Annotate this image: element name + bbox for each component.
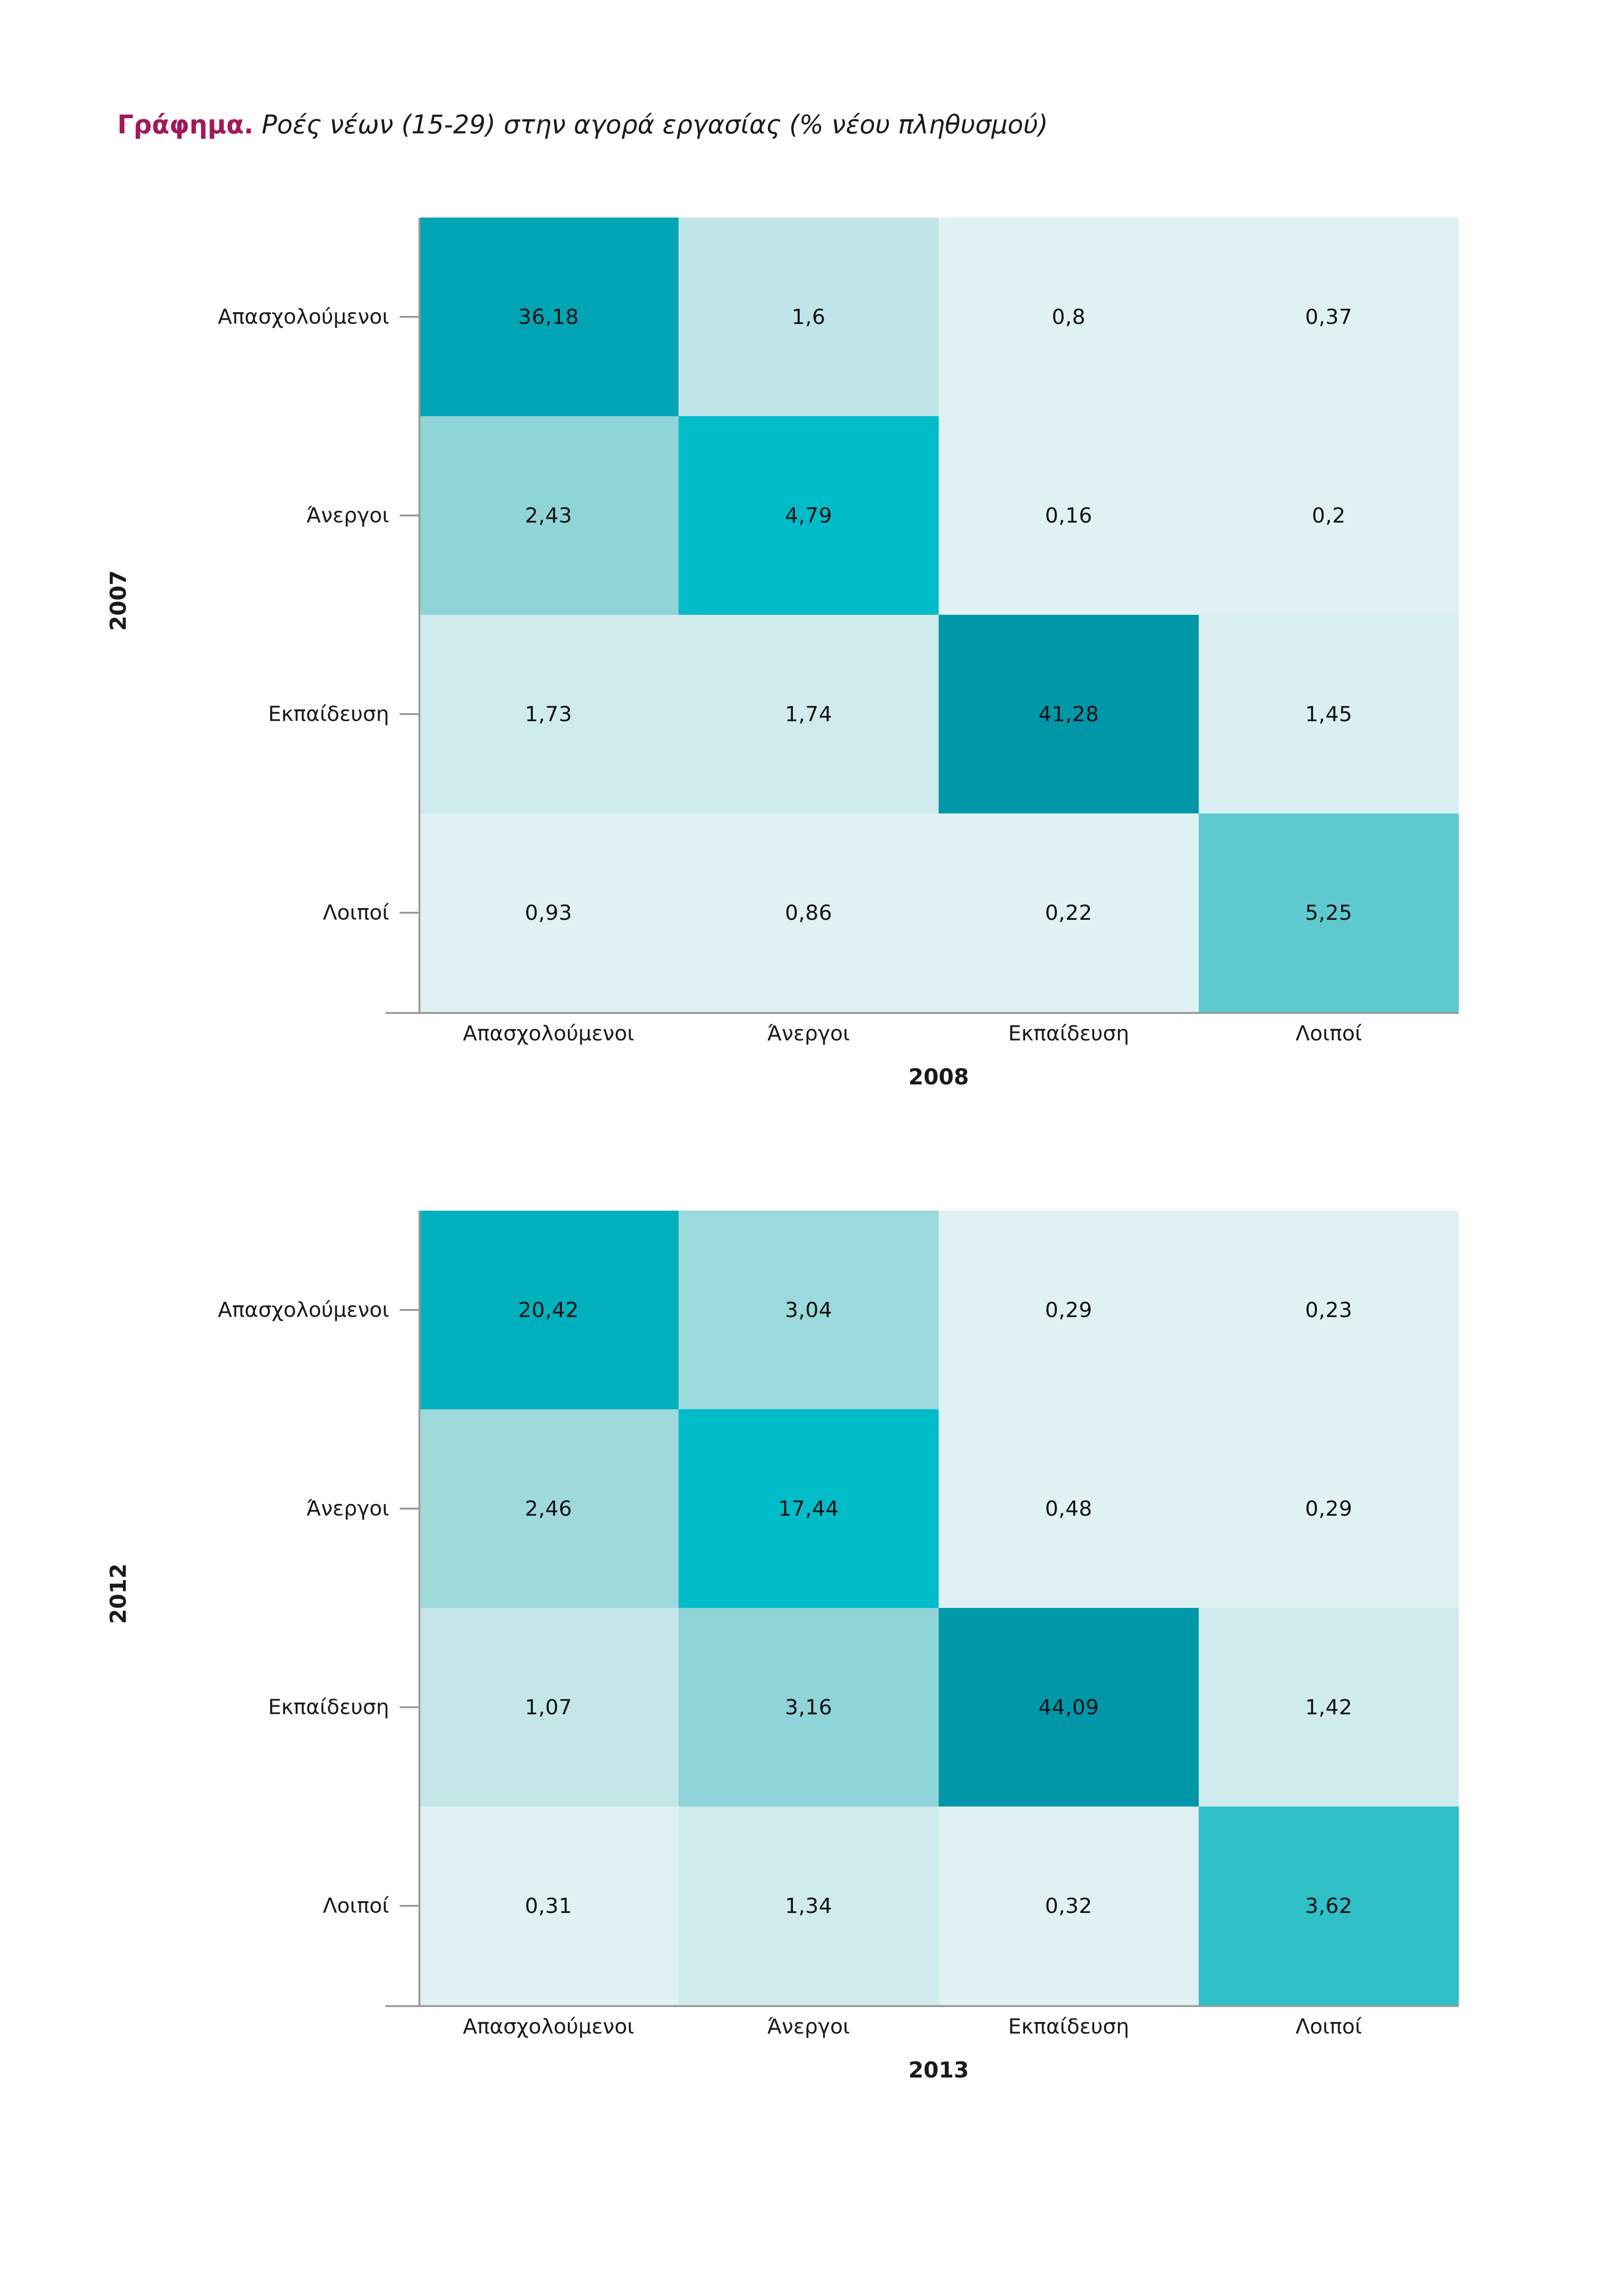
heatmap-cell: 0,93 bbox=[418, 813, 679, 1012]
heatmap-cell: 0,32 bbox=[939, 1807, 1199, 2005]
heatmap-cell: 0,23 bbox=[1199, 1211, 1459, 1409]
heatmap-cell: 2,43 bbox=[418, 416, 679, 615]
heatmap-cell: 1,74 bbox=[679, 615, 939, 813]
heatmap-panel-2012-2013 bbox=[0, 1182, 1612, 2175]
heatmap-cell: 0,8 bbox=[939, 218, 1199, 416]
y-axis-line-2 bbox=[418, 1211, 420, 2005]
heatmap-cell: 0,16 bbox=[939, 416, 1199, 615]
y-tick bbox=[400, 912, 418, 914]
plot-area-1 bbox=[218, 218, 1459, 1090]
x-tick-labels-2 bbox=[418, 2015, 1459, 2048]
x-tick-label: Λοιποί bbox=[1295, 1021, 1362, 1046]
y-tick-label: Άνεργοι bbox=[306, 1496, 389, 1521]
y-tick bbox=[400, 1905, 418, 1907]
heatmap-cell: 0,2 bbox=[1199, 416, 1459, 615]
y-tick bbox=[400, 515, 418, 516]
x-tick-label: Λοιποί bbox=[1295, 2015, 1362, 2039]
x-tick-label: Εκπαίδευση bbox=[1008, 2015, 1130, 2039]
heatmap-cell: 1,45 bbox=[1199, 615, 1459, 813]
x-tick-labels-1 bbox=[418, 1021, 1459, 1055]
y-tick-label: Απασχολούμενοι bbox=[218, 1298, 389, 1322]
y-tick bbox=[400, 713, 418, 715]
x-tick-label: Εκπαίδευση bbox=[1008, 1021, 1130, 1046]
x-tick-label: Άνεργοι bbox=[767, 1021, 850, 1046]
heatmap-cell: 1,34 bbox=[679, 1807, 939, 2005]
x-axis-title-1: 2008 bbox=[908, 1064, 969, 1090]
heatmap-cell: 0,29 bbox=[939, 1211, 1199, 1409]
heatmap-cell: 1,07 bbox=[418, 1608, 679, 1807]
heatmap-grid-2 bbox=[418, 1211, 1459, 2005]
y-axis-title-2: 2012 bbox=[105, 1563, 131, 1624]
x-axis-line-1 bbox=[385, 1012, 1459, 1014]
heatmap-cell: 4,79 bbox=[679, 416, 939, 615]
heatmap-cell: 0,31 bbox=[418, 1807, 679, 2005]
heatmap-cell: 1,42 bbox=[1199, 1608, 1459, 1807]
x-axis-title-2: 2013 bbox=[908, 2057, 969, 2083]
y-tick bbox=[400, 316, 418, 318]
heatmap-cell: 17,44 bbox=[679, 1409, 939, 1608]
y-tick-label: Άνεργοι bbox=[306, 503, 389, 528]
heatmap-cell: 3,62 bbox=[1199, 1807, 1459, 2005]
heatmap-cell: 0,29 bbox=[1199, 1409, 1459, 1608]
heatmap-cell: 1,73 bbox=[418, 615, 679, 813]
heatmap-cell: 3,04 bbox=[679, 1211, 939, 1409]
heatmap-cell: 0,22 bbox=[939, 813, 1199, 1012]
y-axis-title-1: 2007 bbox=[105, 570, 131, 631]
heatmap-cell: 41,28 bbox=[939, 615, 1199, 813]
heatmap-cell: 44,09 bbox=[939, 1608, 1199, 1807]
page-title bbox=[117, 110, 1048, 140]
heatmap-cell: 0,86 bbox=[679, 813, 939, 1012]
x-axis-line-2 bbox=[385, 2005, 1459, 2007]
y-tick bbox=[400, 1309, 418, 1311]
heatmap-panel-2007-2008 bbox=[0, 189, 1612, 1159]
heatmap-cell: 1,6 bbox=[679, 218, 939, 416]
heatmap-cell: 20,42 bbox=[418, 1211, 679, 1409]
y-tick-label: Απασχολούμενοι bbox=[218, 305, 389, 329]
x-tick-label: Άνεργοι bbox=[767, 2015, 850, 2039]
heatmap-cell: 3,16 bbox=[679, 1608, 939, 1807]
x-tick-label: Απασχολούμενοι bbox=[462, 1021, 635, 1046]
x-tick-label: Απασχολούμενοι bbox=[462, 2015, 635, 2039]
title-prefix: Γράφημα. bbox=[117, 110, 254, 140]
y-tick bbox=[400, 1706, 418, 1708]
y-tick-label: Εκπαίδευση bbox=[268, 702, 389, 726]
heatmap-grid-1 bbox=[418, 218, 1459, 1012]
y-tick bbox=[400, 1508, 418, 1510]
heatmap-cell: 5,25 bbox=[1199, 813, 1459, 1012]
y-axis-line-1 bbox=[418, 218, 420, 1012]
y-tick-label: Λοιποί bbox=[322, 1894, 389, 1918]
heatmap-cell: 36,18 bbox=[418, 218, 679, 416]
title-text: Ροές νέων (15-29) στην αγορά εργασίας (% νέου πληθυσμού) bbox=[253, 110, 1048, 140]
plot-area-2 bbox=[218, 1211, 1459, 2083]
heatmap-cell: 0,37 bbox=[1199, 218, 1459, 416]
heatmap-cell: 2,46 bbox=[418, 1409, 679, 1608]
y-tick-label: Λοιποί bbox=[322, 900, 389, 925]
y-tick-label: Εκπαίδευση bbox=[268, 1695, 389, 1720]
heatmap-cell: 0,48 bbox=[939, 1409, 1199, 1608]
